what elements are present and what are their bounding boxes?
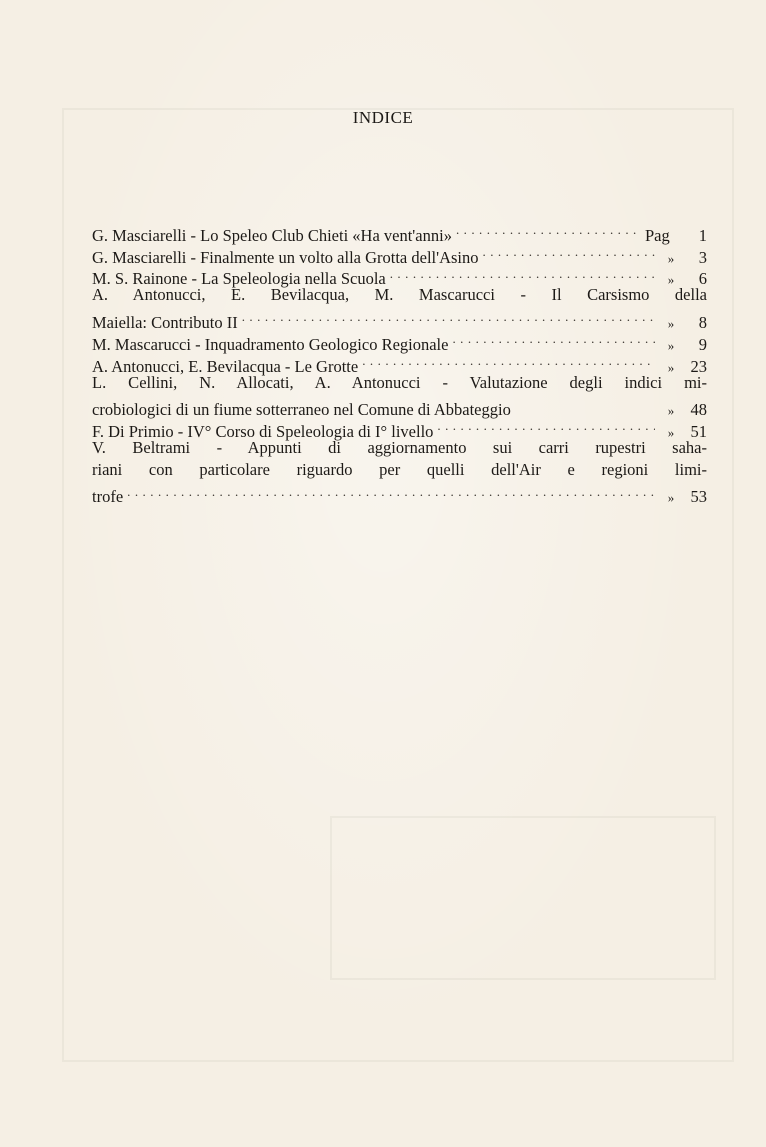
dot-leader: [362, 350, 655, 372]
toc-entry-text: riani con particolare riguardo per quelli dell'Air e regioni limi-: [92, 459, 707, 479]
toc-line: [92, 350, 707, 376]
toc-line: [92, 415, 707, 441]
toc-line: [92, 263, 707, 289]
toc-line: [92, 241, 707, 267]
toc-line: [92, 393, 707, 420]
toc-entry-text: crobiologici di un fiume sotterraneo nel Comune di Abbateggio: [92, 400, 511, 420]
ditto-mark: »: [667, 403, 675, 419]
ditto-mark: »: [667, 359, 675, 375]
dot-leader: [127, 481, 655, 503]
toc-entry-text: trofe: [92, 487, 124, 507]
toc-entry: [92, 350, 707, 376]
toc-entry: [92, 284, 707, 332]
toc-entry-text: M. Mascarucci - Inquadramento Geologico Regionale: [92, 334, 449, 354]
toc-entry: [92, 372, 707, 420]
toc-entry: [92, 328, 707, 354]
ditto-mark: »: [667, 424, 675, 440]
toc-entry-text: G. Masciarelli - Finalmente un volto alla Grotta dell'Asino: [92, 247, 479, 267]
page-number: 1: [698, 225, 707, 245]
toc-line: [92, 459, 707, 481]
toc-entry: [92, 415, 707, 441]
ditto-mark: »: [667, 490, 675, 506]
page-number: 53: [690, 487, 707, 507]
toc-entry: [92, 219, 707, 245]
page-number: 23: [690, 356, 707, 376]
toc-entry-text: Maiella: Contributo II: [92, 312, 238, 332]
dot-leader: [452, 328, 655, 350]
toc-line: [92, 372, 707, 394]
toc-entry-text: A. Antonucci, E. Bevilacqua - Le Grotte: [92, 356, 359, 376]
bleed-through-box: [330, 816, 716, 980]
page-title: INDICE: [352, 108, 414, 127]
toc-entry: [92, 241, 707, 267]
toc-line: [92, 306, 707, 332]
toc-entry-text: G. Masciarelli - Lo Speleo Club Chieti «Ha vent'anni»: [92, 225, 452, 245]
toc-entry: [92, 263, 707, 289]
ditto-mark: »: [667, 337, 675, 353]
toc-entry-text: L. Cellini, N. Allocati, A. Antonucci - Valutazione degli indici mi-: [92, 372, 707, 392]
toc-entry-text: M. S. Rainone - La Speleologia nella Scuola: [92, 269, 386, 289]
dot-leader: [242, 306, 655, 328]
toc-entry-text: F. Di Primio - IV° Corso di Speleologia di I° livello: [92, 421, 434, 441]
table-of-contents: [92, 219, 707, 507]
page-number: 48: [690, 400, 707, 420]
dot-leader: [456, 219, 641, 241]
toc-entry-text: V. Beltrami - Appunti di aggiornamento sui carri rupestri saha-: [92, 437, 707, 457]
dot-leader: [437, 415, 655, 437]
ditto-mark: »: [667, 272, 675, 288]
page-number: 3: [698, 247, 707, 267]
page-number: 9: [698, 334, 707, 354]
toc-line: [92, 328, 707, 354]
page-number: 8: [698, 312, 707, 332]
toc-entry-text: A. Antonucci, E. Bevilacqua, M. Mascarucci - Il Carsismo della: [92, 285, 707, 305]
ditto-mark: »: [667, 250, 675, 266]
dot-leader: [483, 241, 655, 263]
toc-line: [92, 219, 707, 245]
toc-line: [92, 284, 707, 306]
toc-entry: [92, 437, 707, 507]
dot-leader: [390, 263, 655, 285]
ditto-mark: »: [667, 315, 675, 331]
toc-line: [92, 437, 707, 459]
page-number: 51: [690, 421, 707, 441]
page-label: Pag: [645, 225, 670, 245]
toc-line: [92, 481, 707, 507]
page-number: 6: [698, 269, 707, 289]
